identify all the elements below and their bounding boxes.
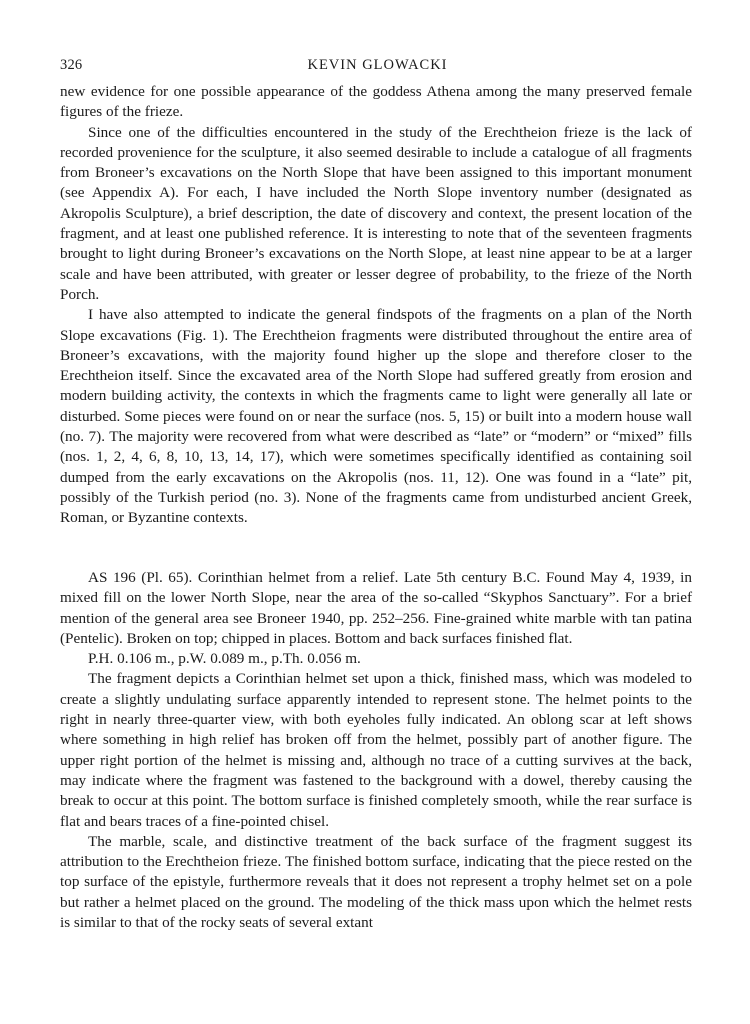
catalogue-entry bbox=[60, 568, 692, 933]
page-number: 326 bbox=[60, 57, 83, 73]
running-head: KEVIN GLOWACKI bbox=[307, 57, 448, 73]
catalogue-discussion: The marble, scale, and distinctive treatment of the back surface of the fragment suggest its attribution to the Erechtheion frieze. The finished bottom surface, indicating that the piece rested on the top surface of the epistyle, furthermore reveals that it does not represent a trophy helmet set on a pole but rather a helmet placed on the ground. The modeling of the thick mass upon which the helmet rests is similar to that of the rocky seats of several extant bbox=[60, 832, 692, 932]
paragraph: new evidence for one possible appearance of the goddess Athena among the many preserved female figures of the frieze. bbox=[60, 83, 692, 121]
paragraph: I have also attempted to indicate the general findspots of the fragments on a plan of the North Slope excavations (Fig. 1). The Erechtheion fragments were distributed throughout the entire area of Broneer’s excavations, with the majority found higher up the slope and therefore closer to the Erechtheion itself. Since the excavated area of the North Slope had suffered greatly from erosion and modern building activity, the contexts in which the fragments came to light were generally all late or disturbed. Some pieces were found on or near the surface (nos. 5, 15) or built into a modern house wall (no. 7). The majority were recovered from what were described as “late” or “modern” or “mixed” fills (nos. 1, 2, 4, 6, 8, 10, 13, 14, 17), which were sometimes specifically identified as containing soil dumped from the early excavations on the Akropolis (nos. 11, 12). One was found in a “late” pit, possibly of the Turkish period (no. 3). None of the fragments came from undisturbed ancient Greek, Roman, or Byzantine contexts. bbox=[60, 306, 692, 527]
page-header bbox=[60, 57, 695, 77]
paragraph: Since one of the difficulties encountered in the study of the Erechtheion frieze is the lack of recorded provenience for the sculpture, it also seemed desirable to include a catalogue of all fragments from Broneer’s excavations on the North Slope that have been assigned to this important monument (see Appendix A). For each, I have included the North Slope inventory number (designated as Akropolis Sculpture), a brief description, the date of discovery and context, the present location of the fragment, and at least one published reference. It is interesting to note that of the seventeen fragments brought to light during Broneer’s excavations on the North Slope, at least nine appear to be at a larger scale and have been attributed, with greater or lesser degree of probability, to the frieze of the North Porch. bbox=[60, 123, 692, 303]
body-text bbox=[60, 82, 692, 529]
catalogue-description: The fragment depicts a Corinthian helmet set upon a thick, finished mass, which was modeled to create a slightly undulating surface apparently intended to represent stone. The helmet points to the right in nearly three-quarter view, with both eyeholes fully indicated. An oblong scar at left shows where something in high relief has broken off from the helmet, possibly part of another figure. The upper right portion of the helmet is missing and, although no trace of a cutting survives at the back, may indicate where the fragment was fastened to the background with a dowel, thereby causing the break to occur at this point. The bottom surface is finished completely smooth, while the rear surface is flat and bears traces of a fine-pointed chisel. bbox=[60, 670, 692, 830]
catalogue-entry-heading: AS 196 (Pl. 65). Corinthian helmet from a relief. Late 5th century B.C. Found May 4, 1939, in mixed fill on the lower North Slope, near the area of the so-called “Skyphos Sanctuary”. For a brief mention of the general area see Broneer 1940, pp. 252–256. Fine-grained white marble with tan patina (Pentelic). Broken on top; chipped in places. Bottom and back surfaces finished flat. bbox=[60, 569, 692, 647]
catalogue-dimensions: P.H. 0.106 m., p.W. 0.089 m., p.Th. 0.056 m. bbox=[88, 650, 361, 668]
